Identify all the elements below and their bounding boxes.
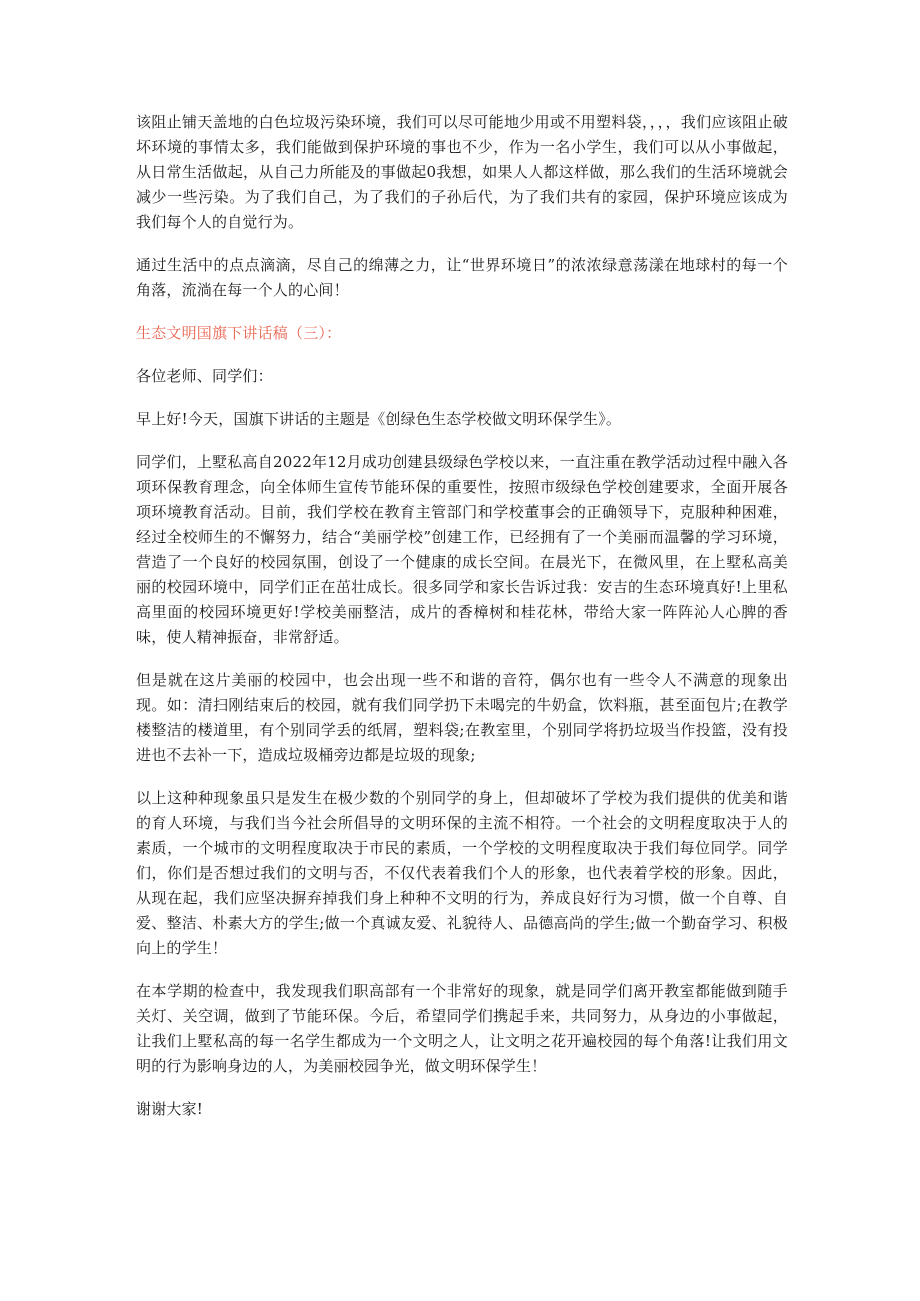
paragraph-problems: 但是就在这片美丽的校园中，也会出现一些不和谐的音符，偶尔也有一些令人不满意的现象出现。如：清扫刚结束后的校园，就有我们同学扔下未喝完的牛奶盒，饮料瓶，甚至面包片;在教学楼整洁的楼道里，有个别同学丢的纸屑，塑料袋;在教室里，个别同学将扔垃圾当作投篮，没有投进也不去补一下，造成垃圾桶旁边都是垃圾的现象; (136, 671, 788, 764)
paragraph-environment-day: 通过生活中的点点滴滴，尽自己的绵薄之力，让“世界环境日”的浓浓绿意荡漾在地球村的每一个角落，流淌在每一个人的心间！ (136, 256, 788, 299)
paragraph-greeting: 早上好!今天，国旗下讲话的主题是《创绿色生态学校做文明环保学生》。 (136, 410, 622, 428)
document-body (136, 110, 788, 1140)
paragraph-call-to-action: 在本学期的检查中，我发现我们职高部有一个非常好的现象，就是同学们离开教室都能做到随手关灯、关空调，做到了节能环保。今后，希望同学们携起手来，共同努力，从身边的小事做起，让我们上墅私高的每一名学生都成为一个文明之人，让文明之花开遍校园的每个角落!让我们用文明的行为影响身边的人，为美丽校园争光，做文明环保学生！ (136, 982, 788, 1075)
paragraph-school-achievement: 同学们，上墅私高自2022年12月成功创建县级绿色学校以来，一直注重在教学活动过程中融入各项环保教育理念，向全体师生宣传节能环保的重要性，按照市级绿色学校创建要求，全面开展各项环境教育活动。目前，我们学校在教育主管部门和学校董事会的正确领导下，克服种种困难，经过全校师生的不懈努力，结合“美丽学校”创建工作，已经拥有了一个美丽而温馨的学习环境，营造了一个良好的校园氛围，创设了一个健康的成长空间。在晨光下，在微风里，在上墅私高美丽的校园环境中，同学们正在茁壮成长。很多同学和家长告诉过我：安吉的生态环境真好!上里私高里面的校园环境更好!学校美丽整洁，成片的香樟树和桂花林，带给大家一阵阵沁人心脾的香味，使人精神振奋，非常舒适。 (136, 453, 788, 646)
paragraph-civility: 以上这种种现象虽只是发生在极少数的个别同学的身上，但却破坏了学校为我们提供的优美和谐的育人环境，与我们当今社会所倡导的文明环保的主流不相符。一个社会的文明程度取决于人的素质，一个城市的文明程度取决于市民的素质，一个学校的文明程度取决于我们每位同学。同学们，你们是否想过我们的文明与否，不仅代表着我们个人的形象，也代表着学校的形象。因此，从现在起，我们应坚决摒弃掉我们身上种种不文明的行为，养成良好行为习惯，做一个自尊、自爱、整洁、朴素大方的学生;做一个真诚友爱、礼貌待人、品德高尚的学生;做一个勤奋学习、积极向上的学生！ (136, 789, 788, 957)
paragraph-intro-continuation: 该阻止铺天盖地的白色垃圾污染环境，我们可以尽可能地少用或不用塑料袋，，，，我们应该阻止破坏环境的事情太多，我们能做到保护环境的事也不少，作为一名小学生，我们可以从小事做起，从日常生活做起，从自己力所能及的事做起0我想，如果人人都这样做，那么我们的生活环境就会减少一些污染。为了我们自己，为了我们的子孙后代，为了我们共有的家园，保护环境应该成为我们每个人的自觉行为。 (136, 113, 788, 231)
paragraph-salutation: 各位老师、同学们： (136, 367, 273, 385)
paragraph-thanks: 谢谢大家! (136, 1100, 204, 1118)
section-heading: 生态文明国旗下讲话稿（三）： (136, 324, 342, 342)
